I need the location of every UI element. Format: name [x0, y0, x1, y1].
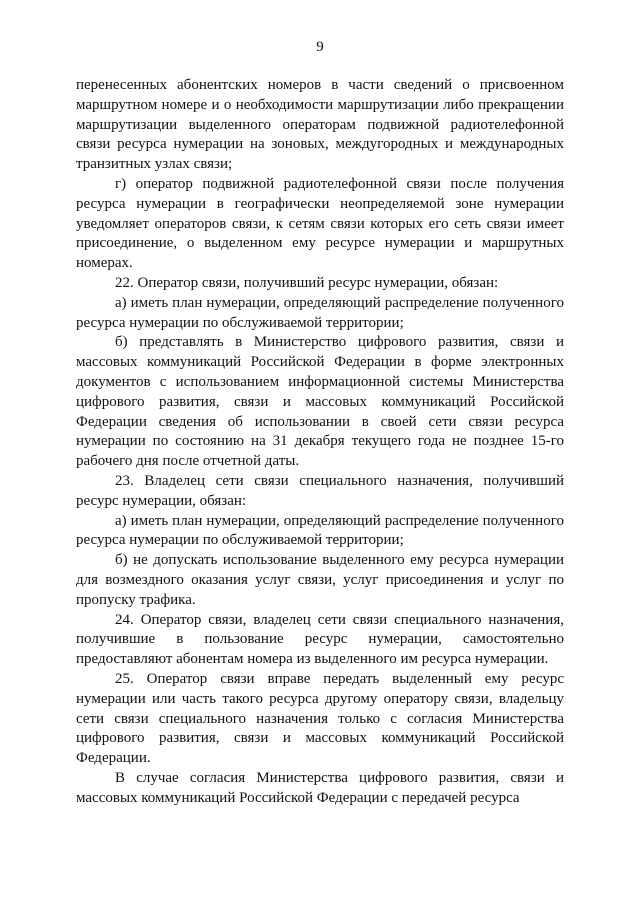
paragraph-22-item-b: б) представлять в Министерство цифрового развития, связи и массовых коммуникаций Российской Федерации в форме электронных документов с использованием информационной системы Министерства цифрового развития, связи и массовых коммуникаций Российской Федерации сведения об использовании в своей сети связи ресурса нумерации по состоянию на 31 декабря текущего года не позднее 15-го рабочего дня после отчетной даты. [76, 334, 564, 470]
paragraph-22-item-a: а) иметь план нумерации, определяющий распределение полученного ресурса нумерации по обслуживаемой территории; [76, 294, 564, 331]
paragraph-item-g: г) оператор подвижной радиотелефонной связи после получения ресурса нумерации в географически неопределяемой зоне нумерации уведомляет операторов связи, к сетям связи которых его сеть связи имеет присоединение, о выделенном ему ресурсе нумерации и маршрутных номерах. [76, 175, 564, 272]
paragraph-25-consent: В случае согласия Министерства цифрового развития, связи и массовых коммуникаций Российской Федерации с передачей ресурса [76, 769, 564, 806]
page-number: 9 [316, 39, 324, 55]
paragraph-25: 25. Оператор связи вправе передать выделенный ему ресурс нумерации или часть такого ресурса другому оператору связи, владельцу сети связи специального назначения только с согласия Министерства цифрового развития, связи и массовых коммуникаций Российской Федерации. [76, 670, 564, 767]
paragraph-22: 22. Оператор связи, получивший ресурс нумерации, обязан: [115, 274, 499, 291]
paragraph-23-item-b: б) не допускать использование выделенного ему ресурса нумерации для возмездного оказания услуг связи, услуг присоединения и услуг по пропуску трафика. [76, 552, 564, 608]
paragraph-continuation: перенесенных абонентских номеров в части сведений о присвоенном маршрутном номере и о необходимости маршрутизации либо прекращении маршрутизации выделенного операторам подвижной радиотелефонной связи ресурса нумерации на зоновых, междугородных и международных транзитных узлах связи; [76, 77, 564, 173]
paragraph-23-item-a: а) иметь план нумерации, определяющий распределение полученного ресурса нумерации по обслуживаемой территории; [76, 512, 564, 549]
paragraph-23: 23. Владелец сети связи специального назначения, получивший ресурс нумерации, обязан: [76, 472, 564, 509]
document-body [76, 76, 564, 808]
paragraph-24: 24. Оператор связи, владелец сети связи специального назначения, получившие в пользование ресурс нумерации, самостоятельно предоставляют абонентам номера из выделенного им ресурса нумерации. [76, 611, 564, 668]
